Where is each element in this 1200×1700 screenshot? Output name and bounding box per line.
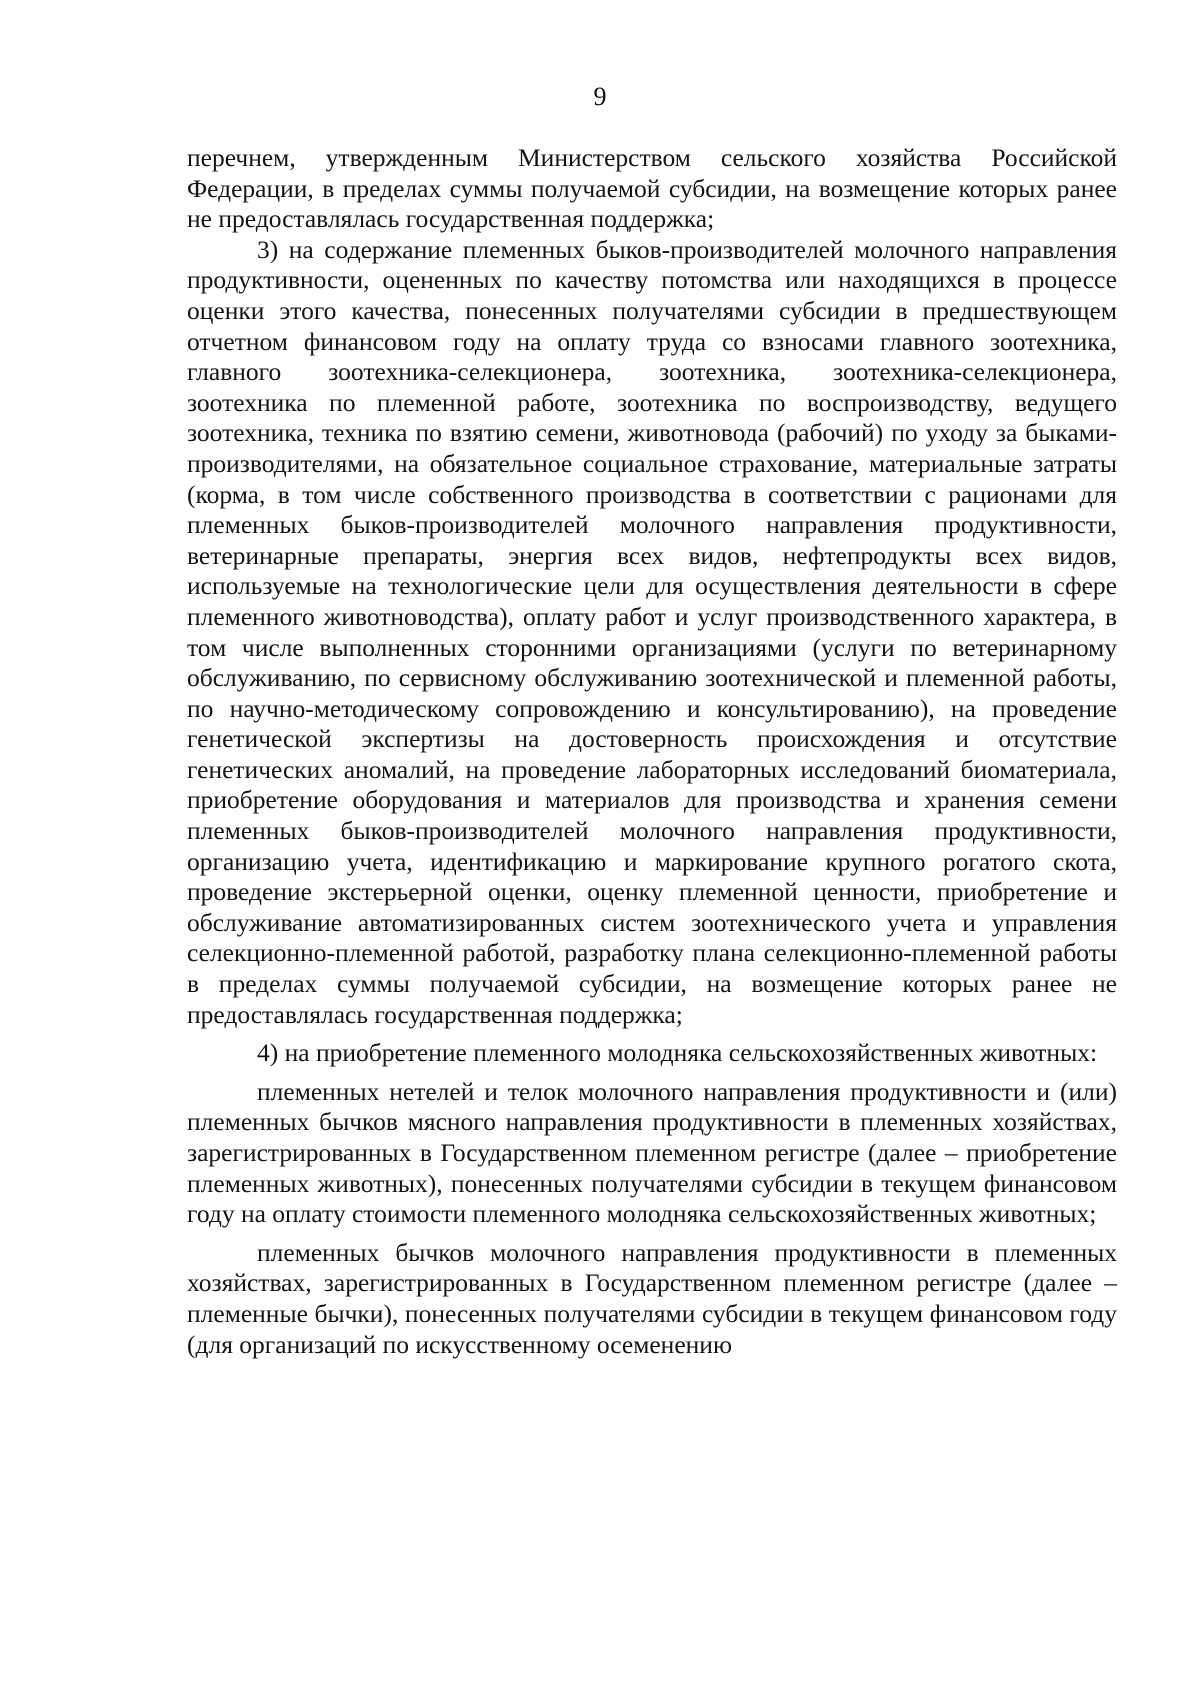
paragraph-bull-calves: племенных бычков молочного направления продуктивности в племенных хозяйствах, зарегистрированных в Государственном племенном регистре (далее – племенные бычки), понесенных получателями субсидии в текущем финансовом году (для организаций по искусственному осеменению: [187, 1237, 1117, 1359]
paragraph-continuation: перечнем, утвержденным Министерством сельского хозяйства Российской Федерации, в пределах суммы получаемой субсидии, на возмещение которых ранее не предоставлялась государственная поддержка;: [187, 143, 1117, 234]
page-number: 9: [593, 82, 607, 111]
paragraph-item-3: 3) на содержание племенных быков-производителей молочного направления продуктивности, оцененных по качеству потомства или находящихся в процессе оценки этого качества, понесенных получателями субсидии в предшествующем отчетном финансовом году на оплату труда со взносами главного зоотехника, главного зоотехника-селекционера, зоотехника, зоотехника-селекционера, зоотехника по племенной работе, зоотехника по воспроизводству, ведущего зоотехника, техника по взятию семени, животновода (рабочий) по уходу за быками-производителями, на обязательное социальное страхование, материальные затраты (корма, в том числе собственного производства в соответствии с рационами для племенных быков-производителей молочного направления продуктивности, ветеринарные препараты, энергия всех видов, нефтепродукты всех видов, используемые на технологические цели для осуществления деятельности в сфере племенного животноводства), оплату работ и услуг производственного характера, в том числе выполненных сторонними организациями (услуги по ветеринарному обслуживанию, по сервисному обслуживанию зоотехнической и племенной работы, по научно-методическому сопровождению и консультированию), на проведение генетической экспертизы на достоверность происхождения и отсутствие генетических аномалий, на проведение лабораторных исследований биоматериала, приобретение оборудования и материалов для производства и хранения семени племенных быков-производителей молочного направления продуктивности, организацию учета, идентификацию и маркирование крупного рогатого скота, проведение экстерьерной оценки, оценку племенной ценности, приобретение и обслуживание автоматизированных систем зоотехнического учета и управления селекционно-племенной работой, разработку плана селекционно-племенной работы в пределах суммы получаемой субсидии, на возмещение которых ранее не предоставлялась государственная поддержка;: [187, 234, 1117, 1029]
document-body: [187, 143, 1117, 1360]
paragraph-heifers: племенных нетелей и телок молочного направления продуктивности и (или) племенных бычков мясного направления продуктивности в племенных хозяйствах, зарегистрированных в Государственном племенном регистре (далее – приобретение племенных животных), понесенных получателями субсидии в текущем финансовом году на оплату стоимости племенного молодняка сельскохозяйственных животных;: [187, 1076, 1117, 1229]
paragraph-item-4: 4) на приобретение племенного молодняка сельскохозяйственных животных:: [257, 1038, 1098, 1068]
